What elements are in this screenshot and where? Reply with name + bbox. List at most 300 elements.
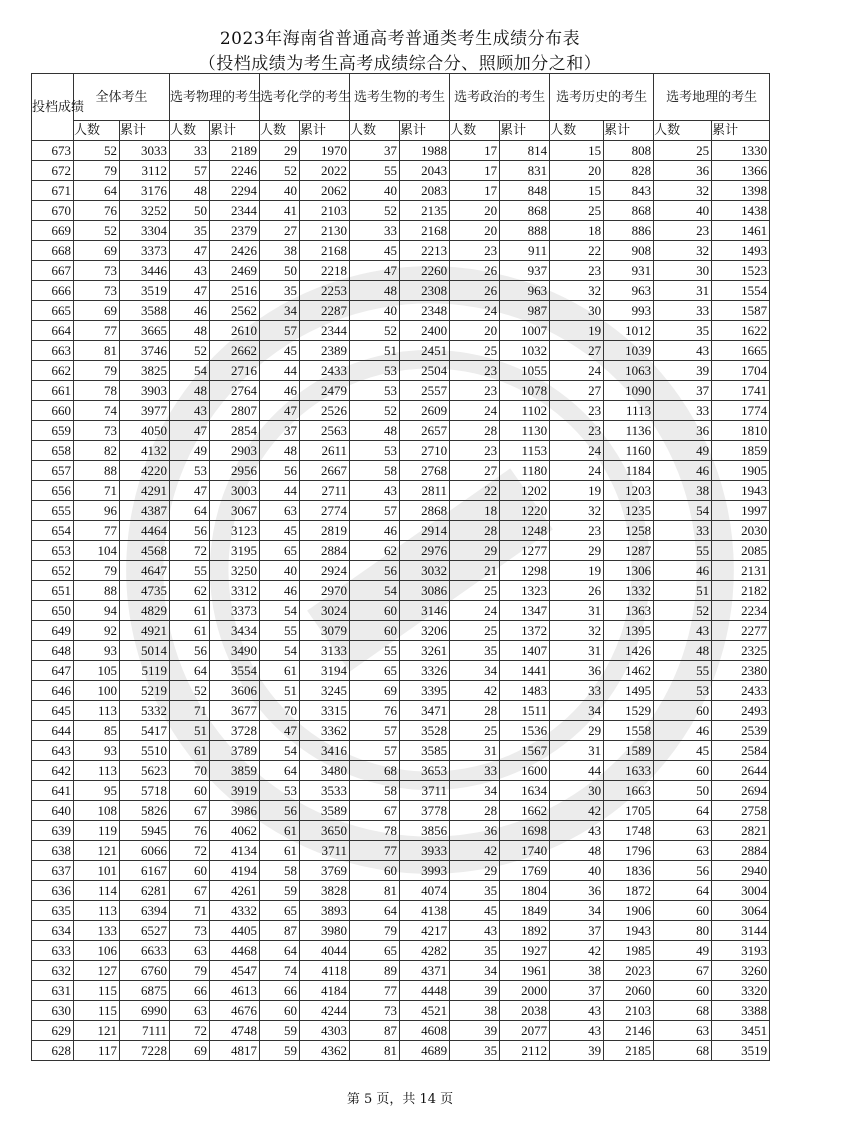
cell-score: 662 (32, 361, 74, 381)
cell-count: 55 (350, 641, 400, 661)
cell-cumulative: 3123 (210, 521, 260, 541)
cell-count: 59 (260, 1041, 300, 1061)
header-count: 人数 (450, 121, 500, 141)
cell-count: 69 (350, 681, 400, 701)
cell-cumulative: 1063 (604, 361, 654, 381)
cell-count: 52 (170, 681, 210, 701)
cell-cumulative: 1872 (604, 881, 654, 901)
cell-count: 63 (654, 1021, 712, 1041)
cell-count: 70 (170, 761, 210, 781)
cell-cumulative: 2022 (300, 161, 350, 181)
cell-count: 34 (260, 301, 300, 321)
cell-count: 27 (260, 221, 300, 241)
cell-count: 31 (550, 741, 604, 761)
cell-count: 56 (350, 561, 400, 581)
cell-cumulative: 2085 (712, 541, 770, 561)
cell-cumulative: 2135 (400, 201, 450, 221)
cell-cumulative: 1395 (604, 621, 654, 641)
cell-score: 631 (32, 981, 74, 1001)
cell-cumulative: 3825 (120, 361, 170, 381)
cell-count: 18 (550, 221, 604, 241)
cell-cumulative: 3585 (400, 741, 450, 761)
cell-cumulative: 1007 (500, 321, 550, 341)
cell-count: 45 (350, 241, 400, 261)
cell-cumulative: 2584 (712, 741, 770, 761)
cell-count: 59 (260, 1021, 300, 1041)
cell-cumulative: 3919 (210, 781, 260, 801)
cell-cumulative: 2213 (400, 241, 450, 261)
cell-count: 48 (350, 281, 400, 301)
cell-count: 81 (350, 1041, 400, 1061)
cell-cumulative: 7228 (120, 1041, 170, 1061)
cell-count: 46 (654, 561, 712, 581)
cell-count: 47 (170, 481, 210, 501)
cell-count: 63 (170, 1001, 210, 1021)
cell-cumulative: 3261 (400, 641, 450, 661)
cell-count: 19 (550, 321, 604, 341)
cell-count: 119 (74, 821, 120, 841)
cell-cumulative: 993 (604, 301, 654, 321)
cell-cumulative: 1248 (500, 521, 550, 541)
cell-count: 49 (654, 441, 712, 461)
cell-cumulative: 1495 (604, 681, 654, 701)
cell-cumulative: 2504 (400, 361, 450, 381)
table-row (32, 1041, 770, 1061)
cell-cumulative: 808 (604, 141, 654, 161)
cell-count: 30 (550, 301, 604, 321)
cell-count: 30 (550, 781, 604, 801)
cell-count: 25 (550, 201, 604, 221)
cell-score: 652 (32, 561, 74, 581)
cell-cumulative: 2821 (712, 821, 770, 841)
cell-count: 61 (260, 821, 300, 841)
cell-count: 41 (260, 201, 300, 221)
cell-cumulative: 2433 (300, 361, 350, 381)
cell-count: 61 (170, 621, 210, 641)
cell-count: 64 (654, 801, 712, 821)
cell-count: 66 (170, 981, 210, 1001)
cell-count: 29 (550, 721, 604, 741)
cell-cumulative: 6990 (120, 1001, 170, 1021)
cell-cumulative: 3003 (210, 481, 260, 501)
cell-cumulative: 2344 (210, 201, 260, 221)
cell-cumulative: 2609 (400, 401, 450, 421)
cell-count: 33 (654, 521, 712, 541)
cell-count: 50 (170, 201, 210, 221)
cell-count: 35 (450, 1041, 500, 1061)
cell-cumulative: 1298 (500, 561, 550, 581)
cell-cumulative: 1810 (712, 421, 770, 441)
cell-count: 24 (450, 601, 500, 621)
cell-cumulative: 3711 (400, 781, 450, 801)
cell-cumulative: 1330 (712, 141, 770, 161)
cell-cumulative: 6281 (120, 881, 170, 901)
cell-count: 37 (654, 381, 712, 401)
cell-cumulative: 5219 (120, 681, 170, 701)
cell-cumulative: 1554 (712, 281, 770, 301)
cell-cumulative: 1943 (604, 921, 654, 941)
cell-cumulative: 3980 (300, 921, 350, 941)
cell-count: 78 (74, 381, 120, 401)
cell-count: 38 (450, 1001, 500, 1021)
cell-count: 73 (74, 261, 120, 281)
cell-cumulative: 2433 (712, 681, 770, 701)
cell-count: 105 (74, 661, 120, 681)
header-cumulative: 累计 (120, 121, 170, 141)
table-row (32, 701, 770, 721)
cell-count: 32 (550, 501, 604, 521)
cell-count: 93 (74, 741, 120, 761)
cell-cumulative: 1113 (604, 401, 654, 421)
header-score: 投档成绩 (32, 74, 74, 141)
cell-cumulative: 3079 (300, 621, 350, 641)
cell-count: 59 (260, 881, 300, 901)
cell-score: 651 (32, 581, 74, 601)
cell-count: 33 (350, 221, 400, 241)
cell-count: 113 (74, 761, 120, 781)
cell-cumulative: 2103 (300, 201, 350, 221)
cell-cumulative: 1927 (500, 941, 550, 961)
cell-count: 24 (450, 401, 500, 421)
cell-cumulative: 2516 (210, 281, 260, 301)
cell-cumulative: 1347 (500, 601, 550, 621)
cell-count: 34 (550, 701, 604, 721)
cell-cumulative: 1323 (500, 581, 550, 601)
cell-count: 65 (350, 941, 400, 961)
cell-cumulative: 1633 (604, 761, 654, 781)
table-body (32, 141, 770, 1061)
cell-count: 20 (450, 221, 500, 241)
cell-cumulative: 1774 (712, 401, 770, 421)
cell-cumulative: 6760 (120, 961, 170, 981)
cell-count: 33 (450, 761, 500, 781)
cell-cumulative: 1529 (604, 701, 654, 721)
cell-score: 634 (32, 921, 74, 941)
cell-cumulative: 2308 (400, 281, 450, 301)
cell-cumulative: 3112 (120, 161, 170, 181)
cell-cumulative: 1705 (604, 801, 654, 821)
cell-count: 63 (654, 841, 712, 861)
cell-cumulative: 1741 (712, 381, 770, 401)
cell-cumulative: 4405 (210, 921, 260, 941)
cell-count: 40 (350, 301, 400, 321)
cell-count: 37 (350, 141, 400, 161)
cell-cumulative: 1398 (712, 181, 770, 201)
cell-cumulative: 2062 (300, 181, 350, 201)
cell-score: 671 (32, 181, 74, 201)
header-count: 人数 (260, 121, 300, 141)
table-row (32, 561, 770, 581)
table-row (32, 761, 770, 781)
cell-cumulative: 2000 (500, 981, 550, 1001)
cell-count: 23 (450, 361, 500, 381)
cell-cumulative: 1372 (500, 621, 550, 641)
cell-count: 17 (450, 161, 500, 181)
cell-cumulative: 2768 (400, 461, 450, 481)
cell-cumulative: 3245 (300, 681, 350, 701)
cell-cumulative: 3653 (400, 761, 450, 781)
cell-count: 52 (654, 601, 712, 621)
cell-cumulative: 1849 (500, 901, 550, 921)
cell-count: 34 (450, 781, 500, 801)
cell-count: 22 (450, 481, 500, 501)
cell-count: 19 (550, 561, 604, 581)
cell-cumulative: 3326 (400, 661, 450, 681)
cell-cumulative: 1796 (604, 841, 654, 861)
cell-cumulative: 2662 (210, 341, 260, 361)
cell-count: 64 (260, 761, 300, 781)
cell-count: 64 (74, 181, 120, 201)
cell-score: 642 (32, 761, 74, 781)
cell-count: 24 (550, 441, 604, 461)
cell-count: 79 (170, 961, 210, 981)
header-group: 选考地理的考生 (654, 74, 770, 121)
cell-cumulative: 2694 (712, 781, 770, 801)
cell-count: 54 (350, 581, 400, 601)
header-row-groups (32, 74, 770, 121)
cell-score: 648 (32, 641, 74, 661)
cell-cumulative: 2038 (500, 1001, 550, 1021)
table-row (32, 841, 770, 861)
cell-cumulative: 1859 (712, 441, 770, 461)
cell-count: 67 (170, 881, 210, 901)
cell-count: 50 (260, 261, 300, 281)
cell-cumulative: 2400 (400, 321, 450, 341)
table-row (32, 641, 770, 661)
table-row (32, 661, 770, 681)
table-row (32, 481, 770, 501)
cell-count: 61 (260, 661, 300, 681)
table-row (32, 1001, 770, 1021)
cell-cumulative: 2131 (712, 561, 770, 581)
cell-count: 36 (550, 881, 604, 901)
cell-count: 43 (170, 401, 210, 421)
cell-count: 39 (450, 981, 500, 1001)
cell-count: 38 (550, 961, 604, 981)
cell-count: 61 (170, 741, 210, 761)
cell-cumulative: 1567 (500, 741, 550, 761)
cell-count: 40 (260, 561, 300, 581)
cell-cumulative: 1665 (712, 341, 770, 361)
cell-score: 643 (32, 741, 74, 761)
cell-cumulative: 3711 (300, 841, 350, 861)
cell-cumulative: 911 (500, 241, 550, 261)
cell-cumulative: 1184 (604, 461, 654, 481)
cell-count: 64 (170, 661, 210, 681)
cell-cumulative: 3519 (120, 281, 170, 301)
cell-count: 35 (450, 941, 500, 961)
cell-count: 73 (74, 281, 120, 301)
cell-count: 58 (350, 461, 400, 481)
cell-score: 640 (32, 801, 74, 821)
cell-cumulative: 2218 (300, 261, 350, 281)
cell-count: 31 (550, 641, 604, 661)
cell-count: 88 (74, 581, 120, 601)
cell-count: 56 (260, 461, 300, 481)
cell-cumulative: 868 (604, 201, 654, 221)
cell-count: 121 (74, 841, 120, 861)
cell-cumulative: 2774 (300, 501, 350, 521)
cell-cumulative: 5623 (120, 761, 170, 781)
cell-cumulative: 1558 (604, 721, 654, 741)
cell-count: 31 (450, 741, 500, 761)
cell-count: 43 (654, 341, 712, 361)
cell-cumulative: 1663 (604, 781, 654, 801)
cell-count: 52 (350, 401, 400, 421)
cell-cumulative: 3903 (120, 381, 170, 401)
cell-cumulative: 2970 (300, 581, 350, 601)
cell-cumulative: 3588 (120, 301, 170, 321)
cell-count: 24 (550, 361, 604, 381)
cell-cumulative: 3388 (712, 1001, 770, 1021)
cell-cumulative: 831 (500, 161, 550, 181)
cell-count: 48 (350, 421, 400, 441)
cell-count: 43 (550, 821, 604, 841)
table-row (32, 621, 770, 641)
cell-cumulative: 3146 (400, 601, 450, 621)
cell-count: 81 (350, 881, 400, 901)
cell-count: 46 (654, 461, 712, 481)
cell-count: 60 (654, 981, 712, 1001)
cell-score: 629 (32, 1021, 74, 1041)
cell-cumulative: 3451 (712, 1021, 770, 1041)
cell-cumulative: 3252 (120, 201, 170, 221)
cell-cumulative: 1363 (604, 601, 654, 621)
header-cumulative: 累计 (400, 121, 450, 141)
cell-count: 67 (350, 801, 400, 821)
cell-count: 43 (654, 621, 712, 641)
cell-cumulative: 3490 (210, 641, 260, 661)
cell-count: 43 (350, 481, 400, 501)
cell-count: 17 (450, 181, 500, 201)
cell-count: 40 (550, 861, 604, 881)
cell-count: 65 (260, 901, 300, 921)
header-group: 选考生物的考生 (350, 74, 450, 121)
page-title: 2023年海南省普通高考普通类考生成绩分布表 (219, 29, 581, 49)
cell-count: 121 (74, 1021, 120, 1041)
cell-count: 23 (550, 261, 604, 281)
header-cumulative: 累计 (300, 121, 350, 141)
cell-count: 53 (350, 361, 400, 381)
cell-cumulative: 6527 (120, 921, 170, 941)
score-distribution-table (31, 73, 770, 1061)
cell-count: 32 (654, 241, 712, 261)
cell-cumulative: 963 (500, 281, 550, 301)
cell-cumulative: 7111 (120, 1021, 170, 1041)
cell-score: 649 (32, 621, 74, 641)
cell-count: 46 (350, 521, 400, 541)
cell-cumulative: 4062 (210, 821, 260, 841)
cell-count: 44 (260, 481, 300, 501)
cell-cumulative: 3373 (210, 601, 260, 621)
cell-count: 55 (260, 621, 300, 641)
cell-cumulative: 2819 (300, 521, 350, 541)
cell-count: 68 (350, 761, 400, 781)
cell-count: 40 (654, 201, 712, 221)
cell-count: 47 (170, 281, 210, 301)
cell-count: 54 (654, 501, 712, 521)
cell-cumulative: 1622 (712, 321, 770, 341)
cell-count: 60 (350, 601, 400, 621)
cell-cumulative: 3893 (300, 901, 350, 921)
cell-cumulative: 1366 (712, 161, 770, 181)
cell-cumulative: 4521 (400, 1001, 450, 1021)
cell-count: 68 (654, 1041, 712, 1061)
table-row (32, 501, 770, 521)
cell-count: 27 (550, 341, 604, 361)
cell-count: 79 (74, 161, 120, 181)
cell-cumulative: 937 (500, 261, 550, 281)
header-group: 选考历史的考生 (550, 74, 654, 121)
cell-count: 127 (74, 961, 120, 981)
cell-count: 71 (170, 701, 210, 721)
cell-cumulative: 3789 (210, 741, 260, 761)
cell-count: 25 (654, 141, 712, 161)
cell-count: 80 (654, 921, 712, 941)
cell-count: 76 (350, 701, 400, 721)
cell-cumulative: 4184 (300, 981, 350, 1001)
cell-cumulative: 2914 (400, 521, 450, 541)
cell-cumulative: 3086 (400, 581, 450, 601)
cell-cumulative: 2611 (300, 441, 350, 461)
cell-cumulative: 987 (500, 301, 550, 321)
cell-count: 27 (450, 461, 500, 481)
cell-count: 39 (654, 361, 712, 381)
cell-cumulative: 931 (604, 261, 654, 281)
cell-cumulative: 2610 (210, 321, 260, 341)
cell-cumulative: 3665 (120, 321, 170, 341)
cell-cumulative: 2562 (210, 301, 260, 321)
cell-score: 660 (32, 401, 74, 421)
cell-cumulative: 3312 (210, 581, 260, 601)
cell-score: 650 (32, 601, 74, 621)
cell-cumulative: 4735 (120, 581, 170, 601)
cell-count: 56 (654, 861, 712, 881)
cell-count: 20 (450, 201, 500, 221)
cell-cumulative: 1153 (500, 441, 550, 461)
table-row (32, 921, 770, 941)
cell-count: 42 (450, 681, 500, 701)
cell-cumulative: 1055 (500, 361, 550, 381)
cell-count: 87 (260, 921, 300, 941)
cell-count: 38 (654, 481, 712, 501)
cell-cumulative: 3033 (120, 141, 170, 161)
cell-cumulative: 4387 (120, 501, 170, 521)
cell-count: 48 (170, 181, 210, 201)
cell-count: 66 (260, 981, 300, 1001)
cell-cumulative: 6394 (120, 901, 170, 921)
cell-cumulative: 4244 (300, 1001, 350, 1021)
cell-count: 18 (450, 501, 500, 521)
cell-cumulative: 3828 (300, 881, 350, 901)
cell-score: 632 (32, 961, 74, 981)
cell-cumulative: 4220 (120, 461, 170, 481)
header-group: 选考化学的考生 (260, 74, 350, 121)
cell-cumulative: 2764 (210, 381, 260, 401)
table-row (32, 881, 770, 901)
cell-cumulative: 4613 (210, 981, 260, 1001)
cell-cumulative: 868 (500, 201, 550, 221)
cell-count: 104 (74, 541, 120, 561)
cell-count: 45 (260, 341, 300, 361)
cell-cumulative: 2539 (712, 721, 770, 741)
cell-count: 69 (74, 301, 120, 321)
cell-count: 35 (260, 281, 300, 301)
cell-score: 656 (32, 481, 74, 501)
cell-count: 63 (654, 821, 712, 841)
cell-cumulative: 3206 (400, 621, 450, 641)
header-cumulative: 累计 (210, 121, 260, 141)
